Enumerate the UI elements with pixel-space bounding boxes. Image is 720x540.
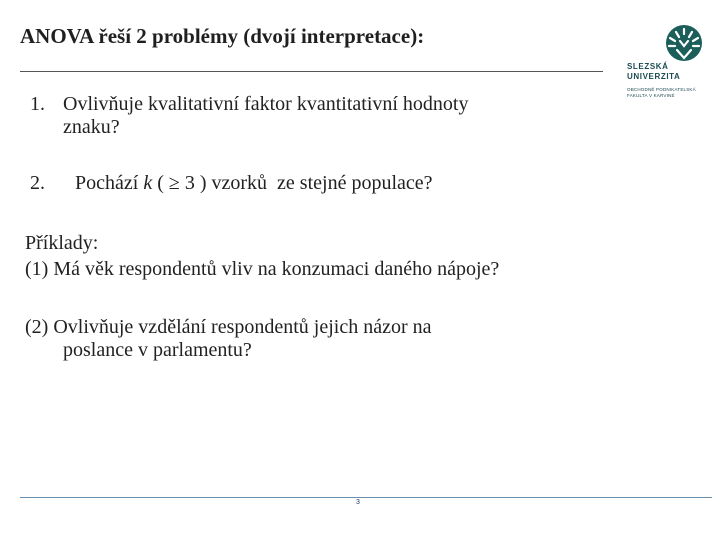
example2-line2: poslance v parlamentu?	[63, 339, 252, 361]
item2-text-before: Pochází	[75, 172, 144, 194]
examples-heading: Příklady:	[25, 232, 99, 254]
page-number: 3	[356, 499, 360, 506]
item2-text	[75, 172, 433, 195]
title-divider	[20, 71, 603, 72]
item1-number: 1.	[30, 93, 45, 115]
logo-faculty-line2: FAKULTA V KARVINÉ	[627, 93, 675, 98]
slide-title: ANOVA řeší 2 problémy (dvojí interpretace):	[20, 24, 425, 48]
example2-line1: (2) Ovlivňuje vzdělání respondentů jejich názor na	[25, 316, 432, 338]
logo-name-line2: UNIVERZITA	[627, 72, 681, 81]
logo-faculty-line1: OBCHODNĚ PODNIKATELSKÁ	[627, 87, 696, 92]
item1-text-line2: znaku?	[63, 116, 120, 138]
item2-variable-k: k	[143, 172, 153, 194]
item1-text-line1: Ovlivňuje kvalitativní faktor kvantitativní hodnoty	[63, 93, 469, 115]
item2-text-after: ( ≥ 3 ) vzorků ze stejné populace?	[152, 172, 433, 194]
item2-number: 2.	[30, 172, 45, 194]
example1-text: (1) Má věk respondentů vliv na konzumaci daného nápoje?	[25, 258, 500, 280]
logo-name-line1: SLEZSKÁ	[627, 62, 669, 71]
footer-divider	[20, 497, 712, 498]
